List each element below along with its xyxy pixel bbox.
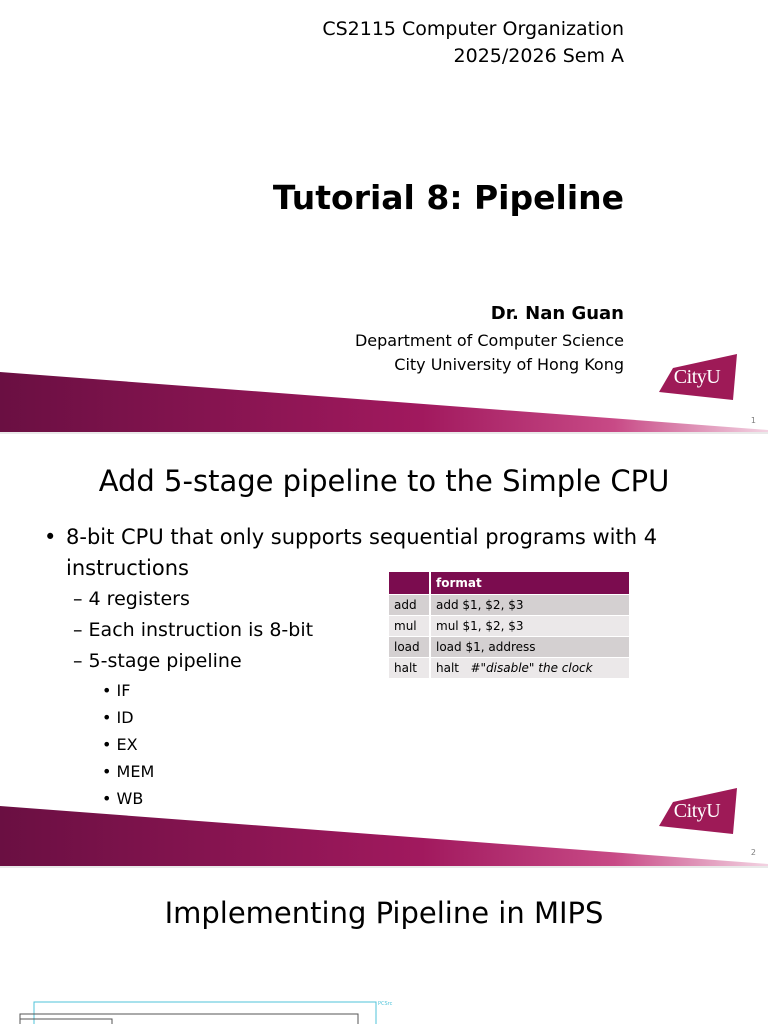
stage-text: WB [116,789,144,808]
table-cell: add [389,595,430,616]
stage-item: • ID [102,708,134,727]
university: City University of Hong Kong [394,355,624,374]
footer-band-shape [0,372,768,432]
logo-text: CityU [673,366,721,388]
course-info [322,16,624,70]
author-name: Dr. Nan Guan [490,303,624,324]
sub-bullet-text: Each instruction is 8-bit [88,619,314,641]
stage-text: MEM [116,762,155,781]
table-header-row [389,572,630,595]
stage-text: IF [116,681,131,700]
course-name: CS2115 Computer Organization [322,18,624,40]
stage-text: EX [116,735,138,754]
stage-item: • IF [102,681,131,700]
footer-band [0,806,768,866]
footer-band-shape [0,806,768,866]
pipeline-diagram [0,988,768,1024]
diagram-outer-box [34,1002,376,1024]
table-cell: load [389,637,430,658]
affiliation [355,329,624,377]
sub-bullet-text: 5-stage pipeline [88,650,242,672]
logo-text: CityU [673,800,721,822]
page-number: 1 [750,416,756,425]
bullet-text: 8-bit CPU that only supports sequential programs with 4 instructions [66,525,658,580]
sub-bullet-text: 4 registers [88,588,190,610]
slide-title: Implementing Pipeline in MIPS [164,896,604,930]
content-slide [0,434,768,866]
halt-format: halt [436,661,459,675]
semester: 2025/2026 Sem A [453,45,624,67]
table-cell: load $1, address [430,637,630,658]
sub-bullet-item: – Each instruction is 8-bit [73,619,314,641]
slide-title: Add 5-stage pipeline to the Simple CPU [98,464,670,498]
cityu-logo [655,786,739,836]
footer-band [0,372,768,432]
stage-item: • EX [102,735,138,754]
sub-bullet-item: – 5-stage pipeline [73,650,242,672]
table-row [389,658,630,679]
table-header-cell: format [430,572,630,595]
title-slide [0,0,768,432]
sub-bullet-item: – 4 registers [73,588,190,610]
stage-text: ID [116,708,134,727]
table-cell [430,658,630,679]
table-row [389,616,630,637]
page-number: 2 [750,848,756,857]
table-cell: mul [389,616,430,637]
stage-item: • MEM [102,762,155,781]
table-cell: halt [389,658,430,679]
table-header-cell [389,572,430,595]
table-cell: mul $1, $2, $3 [430,616,630,637]
bullet-icon: • [44,525,57,549]
slide-title: Tutorial 8: Pipeline [272,178,624,217]
table-cell: add $1, $2, $3 [430,595,630,616]
department: Department of Computer Science [354,331,624,350]
cityu-logo [655,352,739,402]
halt-comment: #"disable" the clock [470,661,593,675]
table-row [389,595,630,616]
table-row [389,637,630,658]
content-slide-partial [0,868,768,1024]
instruction-format-table [389,572,631,679]
stage-item: • WB [102,789,144,808]
diagram-label: PCSrc [378,1001,393,1007]
